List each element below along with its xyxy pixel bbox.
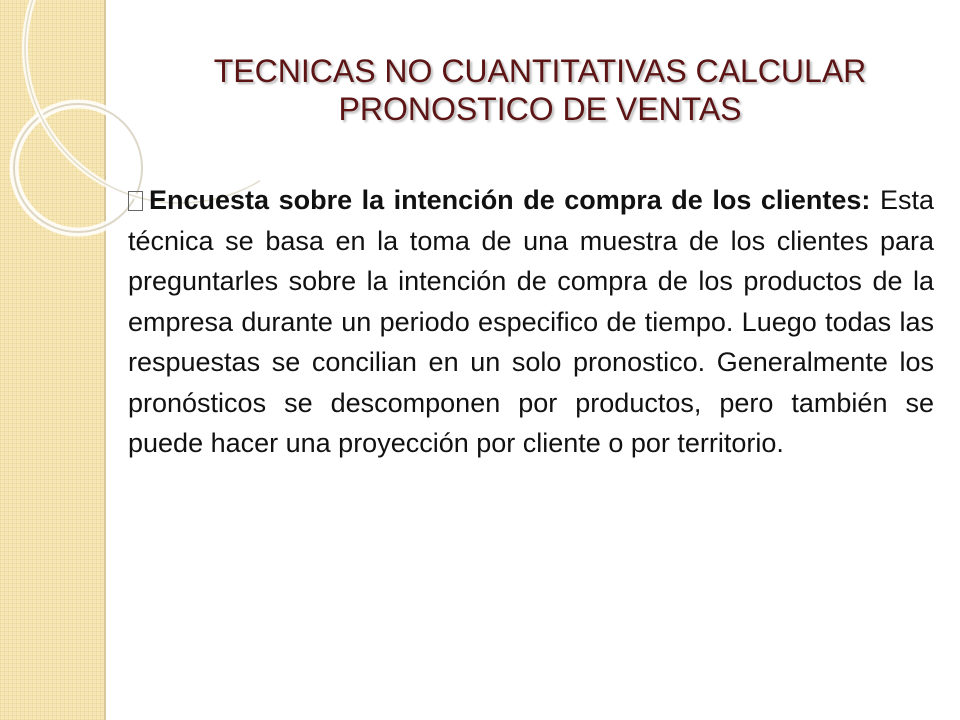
empty-square-bullet-icon (128, 191, 143, 211)
bullet-body-text: Esta técnica se basa en la toma de una muestra de los clientes para preguntarles sobre la intención de compra de los productos de la empresa durante un periodo especifico de tiempo. Luego todas las respuestas se concilian en un solo pronostico. Generalmente los pronósticos se descomponen por productos, pero también se puede hacer una proyección por cliente o por territorio. (128, 185, 934, 458)
bullet-paragraph (128, 180, 934, 464)
slide-title (140, 52, 940, 128)
title-line-2: PRONOSTICO DE VENTAS (338, 91, 742, 127)
title-line-1: TECNICAS NO CUANTITATIVAS CALCULAR (213, 53, 867, 89)
bullet-lead-text: Encuesta sobre la intención de compra de los clientes: (149, 185, 871, 215)
